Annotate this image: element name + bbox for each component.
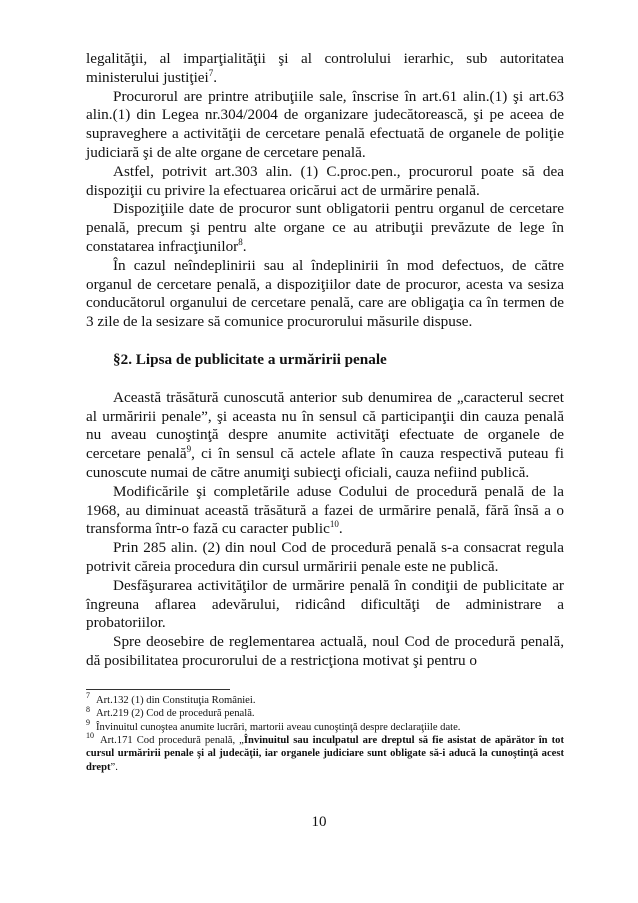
paragraph: Prin 285 alin. (2) din noul Cod de procedură penală s-a consacrat regula potrivit căreia procedura din cursul urmăririi penale este ne publică. — [86, 539, 564, 575]
paragraph: Dispoziţiile date de procuror sunt obligatorii pentru organul de cercetare penală, precum şi pentru alte organe ce au atribuţii prevăzute de lege în constatarea infracţiunilor$^8$. — [86, 200, 564, 255]
footnote: $^8$ Art.219 (2) Cod de procedură penală. — [86, 704, 255, 720]
paragraph: În cazul neîndeplinirii sau al îndeplinirii în mod defectuos, de către organul de cercetare penală, a dispoziţiilor date de procuror, acesta va sesiza conducătorul organului de cercetare penală, care are obligaţia ca în termen de 3 zile de la sesizare să comunice procurorului măsurile dispuse. — [86, 256, 564, 331]
body-text-upper — [86, 50, 564, 332]
paragraph: Această trăsătură cunoscută anterior sub denumirea de „caracterul secret al urmăririi penale”, şi aceasta nu în sensul că participanţii din cauza penală nu aveau cunoştinţă despre anumite activităţi efectuate de organele de cercetare penală$^9$, ci în sensul că actele aflate în cauza respectivă puteau fi cunoscute numai de către anumiţi subiecţi oficiali, cauza nefiind publică. — [86, 388, 564, 481]
footnote: $^{10}$ Art.171 Cod procedură penală, „Învinuitul sau inculpatul are dreptul să fie asistat de apărător în tot cursul urmăririi penale şi al judecăţii, iar organele judiciare sunt obligate să-i aducă la cunoştinţă acest drept”. — [86, 731, 564, 773]
document-page — [86, 50, 564, 774]
section-heading: §2. Lipsa de publicitate a urmăririi penale — [113, 350, 387, 368]
paragraph: Modificările şi completările aduse Codului de procedură penală de la 1968, au diminuat această trăsătură a fazei de urmărire penală, fără însă a o transforma într-o fază cu caracter public$^{10}$. — [86, 482, 564, 538]
page-number: 10 — [311, 814, 327, 830]
footnote-ref: 7 — [208, 67, 214, 78]
paragraph: Procurorul are printre atribuţiile sale, înscrise în art.61 alin.(1) şi art.63 alin.(1) din Legea nr.304/2004 de organizare judecătorească, şi pe aceea de supraveghere a activităţii de cercetare penală efectuată de organele de poliţie judiciară şi de alte organe de cercetare penală. — [86, 87, 564, 161]
paragraph: Spre deosebire de reglementarea actuală, noul Cod de procedură penală, dă posibilitatea procurorului de a restricţiona motivat şi pentru o — [86, 633, 564, 669]
body-text-lower — [86, 389, 564, 671]
paragraph: legalităţii, al imparţialităţii şi al controlului ierarhic, sub autoritatea ministerului justiţiei$^7$. — [86, 50, 564, 86]
footnote: $^9$ Învinuitul cunoştea anumite lucrări, martorii aveau cunoştinţă despre declaraţiile date. — [86, 717, 461, 733]
footnote-ref: 9 — [186, 444, 192, 455]
footnote-ref: 10 — [329, 519, 339, 530]
footnote-separator — [86, 689, 230, 690]
paragraph: Desfăşurarea activităţilor de urmărire penală în condiţii de publicitate ar îngreuna aflarea adevărului, ridicând dificultăţi de administrare a probatoriilor. — [86, 576, 564, 632]
footnote: $^7$ Art.132 (1) din Constituţia României. — [86, 691, 256, 706]
paragraph: Astfel, potrivit art.303 alin. (1) C.proc.pen., procurorul poate să dea dispoziţii cu privire la efectuarea oricărui act de urmărire penală. — [86, 162, 564, 199]
footnote-ref: 8 — [238, 236, 243, 247]
footnotes — [86, 691, 564, 774]
